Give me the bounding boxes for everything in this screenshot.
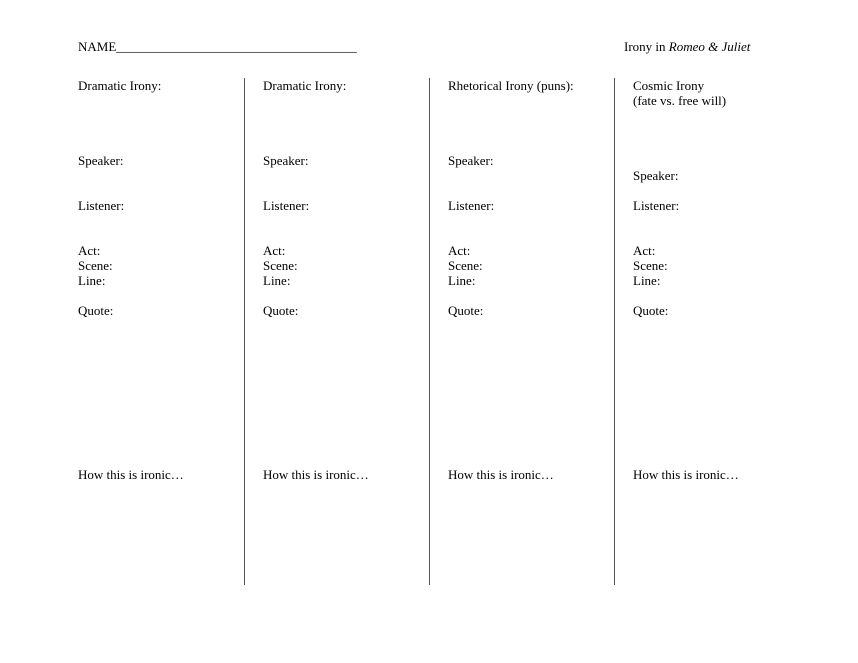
act-label: Act: bbox=[78, 243, 101, 258]
column-cosmic-irony bbox=[633, 0, 813, 663]
act-label: Act: bbox=[633, 243, 656, 258]
column-rhetorical-irony bbox=[448, 0, 628, 663]
scene-label: Scene: bbox=[448, 258, 483, 273]
act-label: Act: bbox=[263, 243, 286, 258]
quote-label: Quote: bbox=[633, 303, 669, 318]
how-ironic-label: How this is ironic… bbox=[633, 467, 739, 482]
act-label: Act: bbox=[448, 243, 471, 258]
name-label: NAME bbox=[78, 39, 117, 54]
column-dramatic-irony-2 bbox=[263, 0, 443, 663]
line-label: Line: bbox=[633, 273, 661, 288]
scene-label: Scene: bbox=[78, 258, 113, 273]
listener-label: Listener: bbox=[633, 198, 680, 213]
how-ironic-label: How this is ironic… bbox=[78, 467, 184, 482]
column-dramatic-irony-1 bbox=[78, 0, 258, 663]
line-label: Line: bbox=[78, 273, 106, 288]
speaker-label: Speaker: bbox=[633, 168, 679, 183]
column-heading: Rhetorical Irony (puns): bbox=[448, 78, 574, 93]
listener-label: Listener: bbox=[263, 198, 310, 213]
how-ironic-label: How this is ironic… bbox=[448, 467, 554, 482]
how-ironic-label: How this is ironic… bbox=[263, 467, 369, 482]
name-blank: _____________________________________ bbox=[116, 39, 357, 54]
speaker-label: Speaker: bbox=[78, 153, 124, 168]
listener-label: Listener: bbox=[448, 198, 495, 213]
speaker-label: Speaker: bbox=[448, 153, 494, 168]
title-prefix: Irony in bbox=[624, 39, 669, 54]
column-heading: Dramatic Irony: bbox=[263, 78, 347, 93]
listener-label: Listener: bbox=[78, 198, 125, 213]
line-label: Line: bbox=[263, 273, 291, 288]
column-subheading: (fate vs. free will) bbox=[633, 93, 727, 108]
scene-label: Scene: bbox=[633, 258, 668, 273]
speaker-label: Speaker: bbox=[263, 153, 309, 168]
line-label: Line: bbox=[448, 273, 476, 288]
quote-label: Quote: bbox=[448, 303, 484, 318]
title-play: Romeo & Juliet bbox=[668, 39, 751, 54]
quote-label: Quote: bbox=[263, 303, 299, 318]
quote-label: Quote: bbox=[78, 303, 114, 318]
column-heading: Dramatic Irony: bbox=[78, 78, 162, 93]
column-heading: Cosmic Irony bbox=[633, 78, 705, 93]
scene-label: Scene: bbox=[263, 258, 298, 273]
